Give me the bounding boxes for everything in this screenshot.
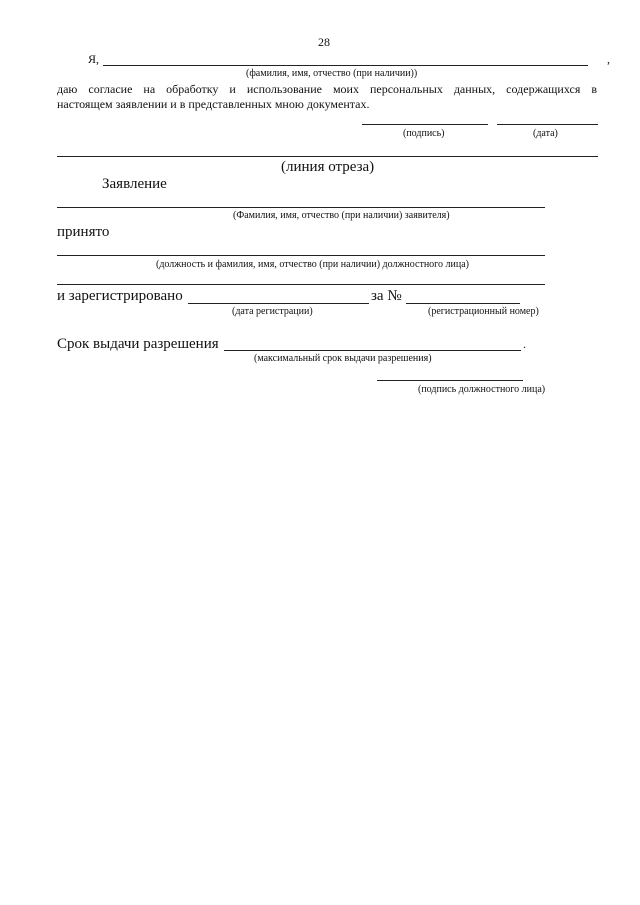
signature-caption: (подпись) — [403, 128, 445, 139]
official-line — [57, 255, 545, 256]
consent-text-line2: настоящем заявлении и в представленных мною документах. — [57, 97, 370, 111]
official-caption: (должность и фамилия, имя, отчество (при наличии) должностного лица) — [156, 259, 469, 270]
signature-line — [362, 124, 488, 125]
reg-number-caption: (регистрационный номер) — [428, 306, 539, 317]
cut-line-label: (линия отреза) — [281, 159, 375, 175]
accepted-label: принято — [57, 224, 110, 240]
fio-caption: (фамилия, имя, отчество (при наличии)) — [246, 68, 418, 79]
term-caption: (максимальный срок выдачи разрешения) — [254, 353, 432, 364]
applicant-line — [57, 207, 545, 208]
page-number: 28 — [318, 35, 330, 49]
receipt-title: Заявление — [102, 176, 167, 192]
consent-prefix: Я, — [88, 52, 100, 66]
date-caption: (дата) — [533, 128, 558, 139]
official-signature-line — [377, 380, 523, 381]
applicant-caption: (Фамилия, имя, отчество (при наличии) заявителя) — [233, 210, 450, 221]
cut-line — [57, 156, 598, 157]
fio-line — [103, 65, 588, 66]
reg-number-line — [406, 303, 520, 304]
date-line — [497, 124, 598, 125]
number-label: за № — [371, 288, 402, 304]
reg-date-line — [188, 303, 369, 304]
reg-date-caption: (дата регистрации) — [232, 306, 313, 317]
consent-text-line1: даю согласие на обработку и использование моих персональных данных, содержащихся в — [57, 82, 597, 96]
consent-comma: , — [607, 52, 610, 66]
official-signature-caption: (подпись должностного лица) — [418, 384, 546, 395]
term-line — [224, 350, 521, 351]
registered-label: и зарегистрировано — [57, 288, 183, 304]
term-period: . — [523, 337, 526, 351]
term-label: Срок выдачи разрешения — [57, 336, 219, 352]
official-line-2 — [57, 284, 545, 285]
